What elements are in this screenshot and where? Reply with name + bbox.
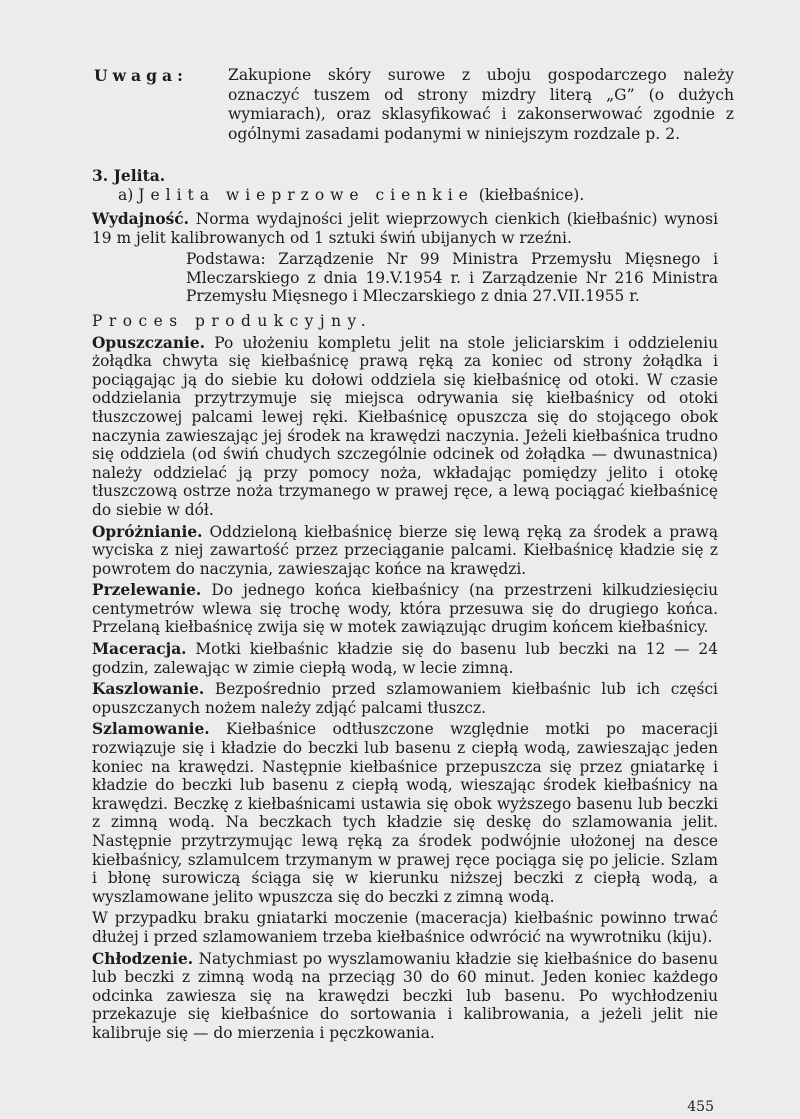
paragraph-text: Do jednego końca kiełbaśnicy (na przestrzeni kilkudziesięciu centymetrów wlewa się trochę wody, która przesuwa się do drugiego końca. Przelaną kiełbaśnicę zwija się w motek zawiązując drugim końcem kiełbaśnicy. [92,581,718,637]
paragraph-text: Motki kiełbaśnic kładzie się do basenu lub beczki na 12 — 24 godzin, zalewając w zimie ciepłą wodą, w lecie zimną. [92,640,718,677]
yield-text: Norma wydajności jelit wieprzowych cienkich (kiełbaśnic) wynosi 19 m jelit kalibrowanych od 1 sztuki świń ubijanych w rzeźni. [92,210,718,247]
paragraph-head: Szlamowanie. [92,720,210,739]
process-paragraph [92,720,718,906]
section-number: 3. [92,166,109,185]
paragraph-head: Chłodzenie. [92,949,194,968]
paragraph-text: W przypadku braku gniatarki moczenie (maceracja) kiełbaśnic powinno trwać dłużej i przed szlamowaniem trzeba kiełbaśnice odwrócić na wywrotniku (kiju). [92,909,718,946]
yield-paragraph [92,210,718,247]
process-paragraph [92,909,718,946]
subsection-prefix: a) [118,186,134,204]
yield-head: Wydajność. [92,210,190,228]
subsection-heading [118,186,584,204]
process-paragraphs [92,334,718,1043]
paragraph-head: Maceracja. [92,640,187,659]
paragraph-text: Po ułożeniu kompletu jelit na stole jeliciarskim i oddzieleniu żołądka chwyta się kiełbaśnicę prawą ręką za koniec od strony żołądka i pociągając ją do siebie ku dołowi oddziela się kiełbaśnicę od otoki. W czasie oddzielania przytrzymuje się miejsca odrywania się kiełbaśnicy od otoki tłuszczowej palcami lewej ręki. Kiełbaśnicę opuszcza się do stojącego obok naczynia zawieszając jej środek na krawędzi naczynia. Jeżeli kiełbaśnica trudno się oddziela (od świń chudych szczególnie odcinek od żołądka — dwunastnica) należy oddzielać ją przy pomocy noża, wkładając pomiędzy jelito i otokę tłuszczową ostrze noża trzymanego w prawej ręce, a lewą pociągać kiełbaśnicę do siebie w dół. [92,333,718,519]
process-paragraph [92,640,718,677]
section-heading [92,166,165,185]
process-paragraph [92,950,718,1043]
paragraph-text: Bezpośrednio przed szlamowaniem kiełbaśnic lub ich części opuszczanych nożem należy zdjąć palcami tłuszcz. [92,680,718,717]
paragraph-head: Przelewanie. [92,581,202,600]
process-paragraph [92,581,718,637]
main-text [92,210,718,1046]
paragraph-head: Opróżnianie. [92,522,203,541]
note-label: Uwaga: [94,66,188,85]
paragraph-head: Kaszlowanie. [92,680,205,699]
note-text: Zakupione skóry surowe z uboju gospodarczego należy oznaczyć tuszem od strony mizdry literą „G” (o dużych wymiarach), oraz sklasyfikować i zakonserwować zgodnie z ogólnymi zasadami podanymi w niniejszym rozdzale p. 2. [228,66,734,143]
paragraph-text: Natychmiast po wyszlamowaniu kładzie się kiełbaśnice do basenu lub beczki z zimną wodą na przeciąg 30 do 60 minut. Jeden koniec każdego odcinka zawiesza się na krawędzi beczki lub basenu. Po wychłodzeniu przekazuje się kiełbaśnice do sortowania i kalibrowania, a jeżeli jelit nie kalibruje się — do mierzenia i pęczkowania. [92,949,718,1042]
basis-paragraph: Podstawa: Zarządzenie Nr 99 Ministra Przemysłu Mięsnego i Mleczarskiego z dnia 19.V.1954 r. i Zarządzenie Nr 216 Ministra Przemysłu Mięsnego i Mleczarskiego z dnia 27.VII.1955 r. [186,250,718,306]
subsection-note: (kiełbaśnice). [478,186,585,204]
note-block [94,66,734,144]
process-paragraph [92,680,718,717]
page-number: 455 [687,1099,714,1115]
subsection-title: Jelita wieprzowe cienkie [138,186,474,204]
process-paragraph [92,334,718,520]
process-heading: Proces produkcyjny. [92,311,373,330]
paragraph-text: Oddzieloną kiełbaśnicę bierze się lewą ręką za środek a prawą wyciska z niej zawartość przez przeciąganie palcami. Kiełbaśnicę kładzie się z powrotem do naczynia, zawieszając końce na krawędzi. [92,522,718,578]
paragraph-text: Kiełbaśnice odtłuszczone względnie motki po maceracji rozwiązuje się i kładzie do beczki lub basenu z ciepłą wodą, zawieszając jeden koniec na krawędzi. Następnie kiełbaśnice przepuszcza się przez gniatarkę i kładzie do beczki lub basenu z ciepłą wodą, wieszając środek kiełbaśnicy na krawędzi. Beczkę z kiełbaśnicami ustawia się obok wyższego basenu lub beczki z zimną wodą. Na beczkach tych kładzie się deskę do szlamowania jelit. Następnie przytrzymując lewą ręką za środek podwójnie ułożonej na desce kiełbaśnicy, szlamulcem trzymanym w prawej ręce pociąga się po jelicie. Szlam i błonę surowiczą ściąga się w kierunku niższej beczki z ciepłą wodą, a wyszlamowane jelito wpuszcza się do beczki z zimną wodą. [92,720,718,906]
paragraph-head: Opuszczanie. [92,333,206,352]
process-paragraph [92,523,718,579]
section-title: Jelita. [113,166,166,185]
